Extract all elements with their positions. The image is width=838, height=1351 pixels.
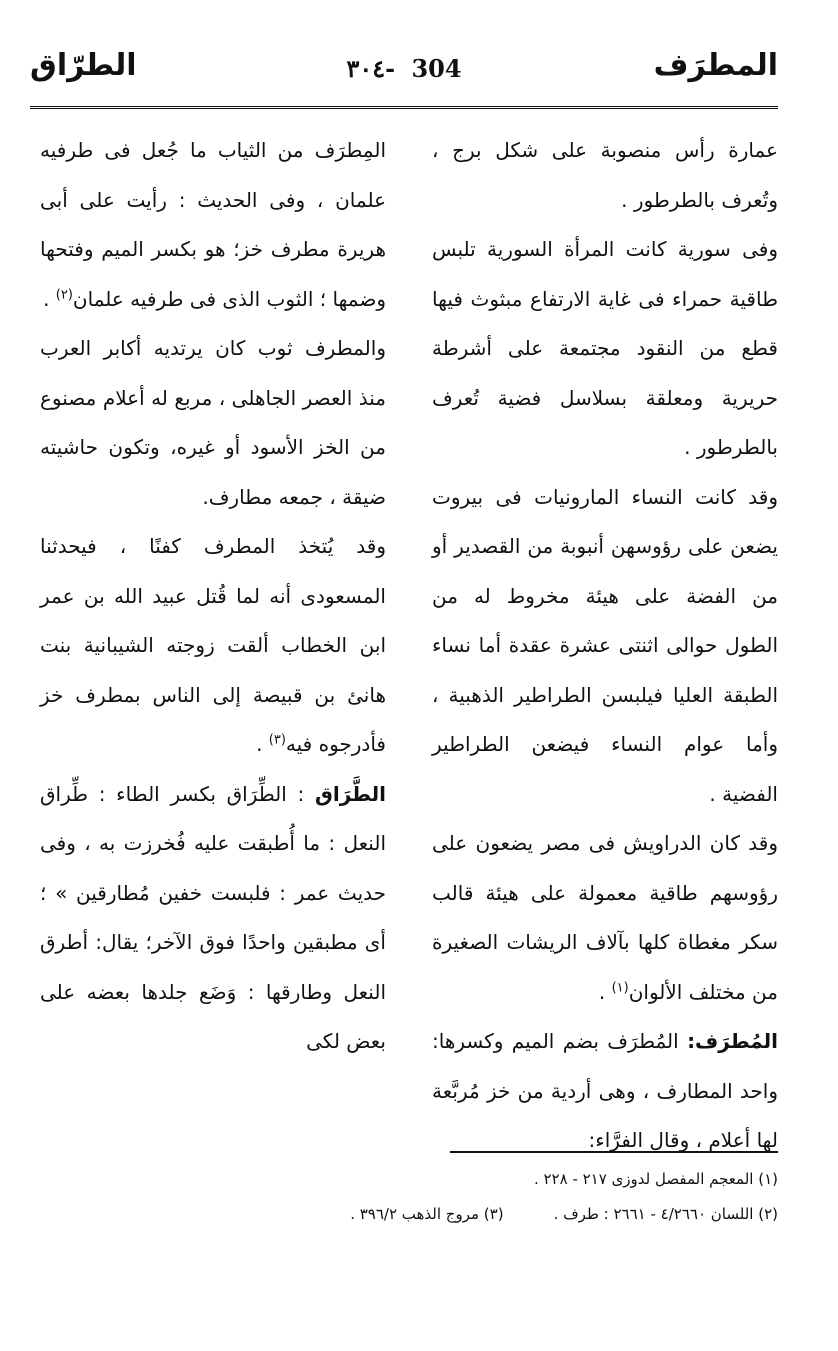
footnote-2: (٢) اللسان ٤/٢٦٦٠ - ٢٦٦١ : طرف . (553, 1205, 778, 1223)
footnote-row (58, 1197, 778, 1232)
paragraph: وقد يُتخذ المطرف كفنًا ، فيحدثنا المسعودى أنه لما قُتل عبيد الله بن عمر ابن الخطاب ألقت زوجته الشيبانية بنت هانئ بن قبيصة إلى الناس بمطرف خز فأدرجوه فيه$^{(٣)}$ . (40, 534, 386, 756)
entry-paragraph: الطَّرَاق : الطِّرَاق بكسر الطاء : طِّراق النعل : ما أُطبقت عليه فُخرزت به ، وفى حديث عمر : فلبست خفين مُطارقين » ؛ أى مطبقين واحدًا فوق الآخر؛ يقال: أطرق النعل وطارقها : وَضَع جلدها بعضه على بعض لكى (40, 781, 386, 1053)
left-column (40, 126, 386, 1067)
paragraph: وقد كان الدراويش فى مصر يضعون على رؤوسهم طاقية معمولة على هيئة قالب سكر مغطاة كلها بآلاف الريشات الصغيرة من مختلف الألوان$^{(١)}$ . (432, 831, 778, 1004)
header-rule (30, 106, 778, 109)
footnotes (58, 1162, 778, 1232)
footnote-1: (١) المعجم المفصل لدوزى ٢١٧ - ٢٢٨ . (533, 1170, 778, 1188)
footnote-ref: (١) (611, 979, 629, 995)
paragraph: المِطرَف من الثياب ما جُعل فى طرفيه علمان ، وفى الحديث : رأيت على أبى هريرة مطرف خز؛ هو بكسر الميم وفتحها وضمها ؛ الثوب الذى فى طرفيه علمان$^{(٢)}$ . (40, 138, 386, 311)
right-column (432, 126, 778, 1166)
footnote-ref: (٣) (268, 732, 286, 748)
page-number-arabic: ٣٠٤- (346, 54, 396, 83)
paragraph: والمطرف ثوب كان يرتديه أكابر العرب منذ العصر الجاهلى ، مربع له أعلام مصنوع من الخز الأسود أو غيره، وتكون حاشيته ضيقة ، جمعه مطارف. (40, 336, 386, 509)
entry-headword: الطَّرَاق (314, 781, 386, 806)
paragraph: وقد كانت النساء المارونيات فى بيروت يضعن على رؤوسهن أنبوبة من القصدير أو من الفضة على هيئة مخروط له من الطول حوالى اثنتى عشرة عقدة أما نساء الطبقة العليا فيلبسن الطراطير الذهبية ، وأما عوام النساء فيضعن الطراطير الفضية . (432, 484, 778, 806)
footnote-3: (٣) مروج الذهب ٣٩٦/٢ . (350, 1205, 504, 1223)
page-number-latin: 304 (411, 54, 462, 83)
footnote-ref: (٢) (55, 286, 73, 302)
entry-headword: المُطرَف: (687, 1029, 778, 1053)
left-headword: الطرّاق (30, 48, 137, 83)
paragraph: وفى سورية كانت المرأة السورية تلبس طاقية حمراء فى غاية الارتفاع مبثوث فيها قطع من النقود مجتمعة على أشرطة حريرية ومعلقة بسلاسل فضية تُعرف بالطرطور . (432, 237, 778, 459)
footnote-rule (450, 1151, 778, 1153)
paragraph: عمارة رأس منصوبة على شكل برج ، وتُعرف بالطرطور . (432, 138, 778, 212)
right-headword: المطرَف (653, 48, 778, 83)
entry-paragraph: المُطرَف: المُطرَف بضم الميم وكسرها: واحد المطارف ، وهى أردية من خز مُربَّعة لها أعلام ، وقال الفرَّاء: (432, 1029, 778, 1152)
page-header (30, 48, 778, 100)
page-number (30, 54, 778, 83)
